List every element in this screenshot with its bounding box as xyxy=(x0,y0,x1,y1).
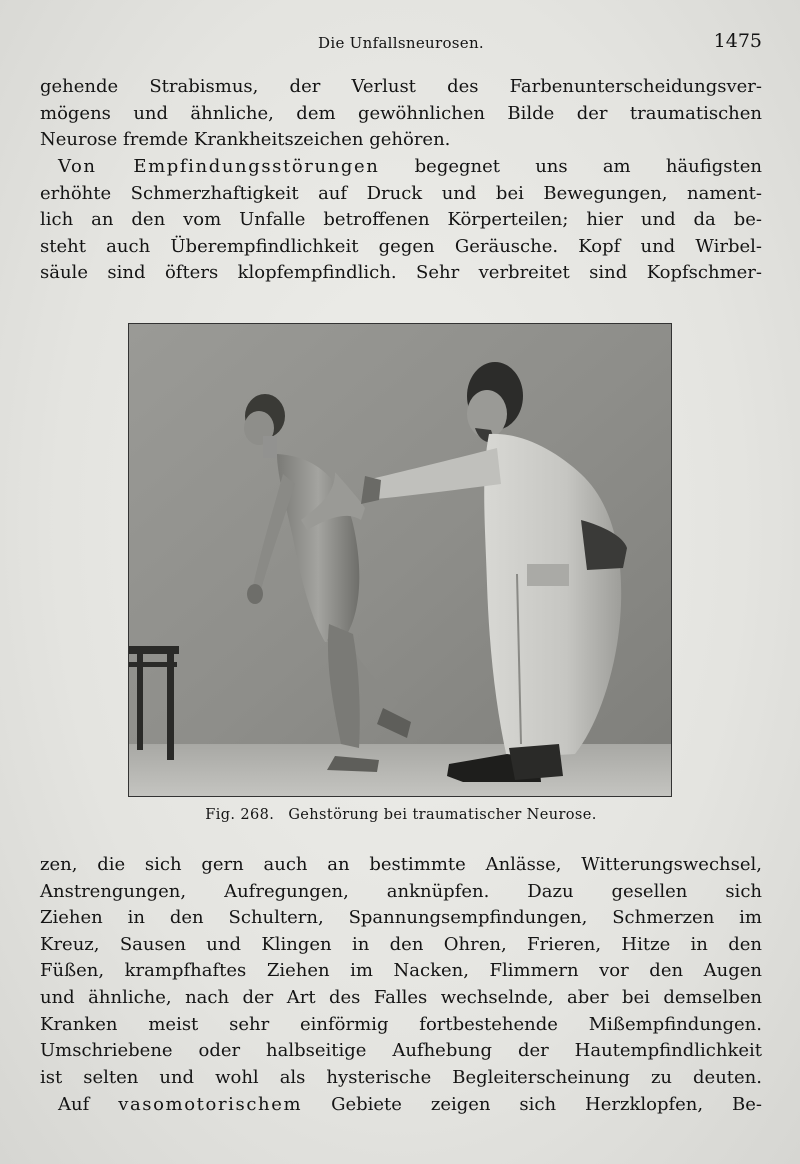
figure-caption xyxy=(40,807,762,823)
text-line: lich an den vom Unfalle betroffenen Körperteilen; hier und da be- xyxy=(40,209,762,231)
text-line: Umschriebene oder halbseitige Aufhebung der Hautempfindlichkeit xyxy=(40,1040,762,1062)
text-line: und ähnliche, nach der Art des Falles wechselnde, aber bei demselben xyxy=(40,986,762,1008)
text-line: ist selten und wohl als hysterische Begleiterscheinung zu deuten. xyxy=(40,1066,762,1088)
text-span: begegnet uns am häufigsten xyxy=(379,156,762,177)
paragraph-3 xyxy=(40,852,762,1091)
text-line: Füßen, krampfhaftes Ziehen im Nacken, Flimmern vor den Augen xyxy=(40,960,762,982)
text-span: Auf xyxy=(58,1094,119,1115)
paragraph-4 xyxy=(40,1092,762,1119)
figure-label: Fig. 268. xyxy=(205,807,275,823)
text-line: zen, die sich gern auch an bestimmte Anlässe, Witterungswechsel, xyxy=(40,854,762,875)
text-line xyxy=(40,1092,762,1119)
text-line: Kranken meist sehr einförmig fortbestehende Mißempfindungen. xyxy=(40,1013,762,1035)
text-line: steht auch Überempfindlichkeit gegen Geräusche. Kopf und Wirbel- xyxy=(40,235,762,257)
page-header xyxy=(40,28,762,58)
text-span: Gebiete zeigen sich Herzklopfen, Be- xyxy=(302,1094,762,1115)
floor xyxy=(129,744,671,796)
text-line: gehende Strabismus, der Verlust des Farbenunterscheidungsver- xyxy=(40,76,762,97)
text-line: Ziehen in den Schultern, Spannungsempfindungen, Schmerzen im xyxy=(40,907,762,929)
text-line: erhöhte Schmerzhaftigkeit auf Druck und bei Bewegungen, nament- xyxy=(40,182,762,204)
paragraph-2 xyxy=(40,154,762,287)
text-line xyxy=(40,154,762,181)
spaced-term: Von Empfindungsstörungen xyxy=(58,156,380,177)
running-head: Die Unfallsneurosen. xyxy=(318,34,484,52)
spaced-term: vasomotorischem xyxy=(118,1094,303,1115)
figure-caption-text: Gehstörung bei traumatischer Neurose. xyxy=(288,807,597,823)
text-line: mögens und ähnliche, dem gewöhnlichen Bilde der traumatischen xyxy=(40,102,762,124)
figure-photograph xyxy=(128,323,672,797)
text-line: Anstrengungen, Aufregungen, anknüpfen. Dazu gesellen sich xyxy=(40,880,762,902)
paragraph-1 xyxy=(40,74,762,154)
text-line: Neurose fremde Krankheitszeichen gehören. xyxy=(40,129,451,151)
page-number: 1475 xyxy=(713,30,762,52)
text-line: Kreuz, Sausen und Klingen in den Ohren, Frieren, Hitze in den xyxy=(40,933,762,955)
text-line: säule sind öfters klopfempfindlich. Sehr verbreitet sind Kopfschmer- xyxy=(40,262,762,284)
